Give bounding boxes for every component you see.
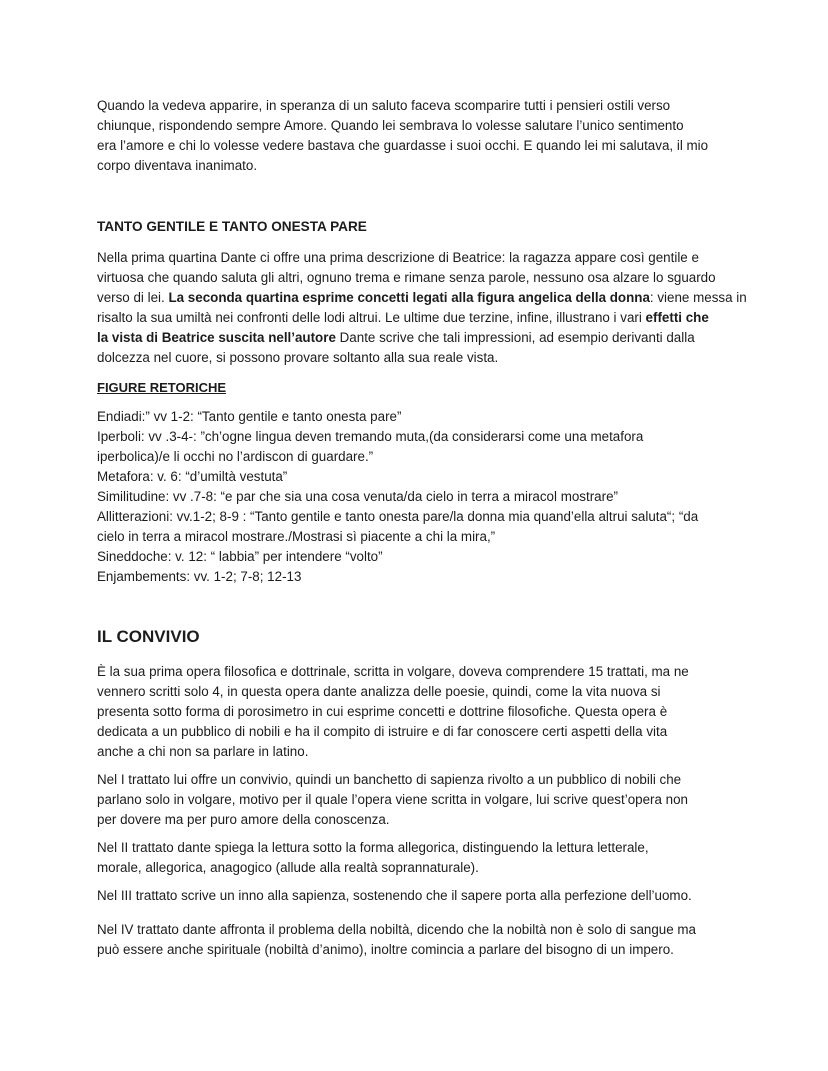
section-heading-tanto-gentile: TANTO GENTILE E TANTO ONESTA PARE: [97, 219, 367, 234]
figures-heading: FIGURE RETORICHE: [97, 380, 227, 395]
text-line: [97, 308, 742, 328]
text-line: [97, 328, 742, 348]
list-item: Sineddoche: v. 12: “ labbia” per intendere “volto”: [97, 549, 383, 564]
text-line: Nel IV trattato dante affronta il problema della nobiltà, dicendo che la nobiltà non è solo di sangue ma: [97, 922, 697, 937]
text-run: verso di lei.: [97, 290, 169, 305]
list-item: Endiadi:” vv 1-2: “Tanto gentile e tanto onesta pare”: [97, 409, 402, 424]
text-line: dedicata a un pubblico di nobili e ha il compito di istruire e di far conoscere certi aspetti della vita: [97, 724, 668, 739]
list-item: iperbolica)/e li occhi no l’ardiscon di guardare.”: [97, 449, 374, 464]
list-item: Enjambements: vv. 1-2; 7-8; 12-13: [97, 569, 302, 584]
text-line: presenta sotto forma di porosimetro in cui esprime concetti e dottrine filosofiche. Questa opera è: [97, 704, 668, 719]
text-line: chiunque, rispondendo sempre Amore. Quando lei sembrava lo volesse salutare l’unico sentimento: [97, 118, 684, 133]
text-run: : viene messa in: [649, 290, 747, 305]
list-item: Iperboli: vv .3-4-: ”ch’ogne lingua deven tremando muta,(da considerarsi come una metafora: [97, 429, 644, 444]
text-line: dolcezza nel cuore, si possono provare soltanto alla sua reale vista.: [97, 350, 499, 365]
text-line: Quando la vedeva apparire, in speranza di un saluto faceva scomparire tutti i pensieri ostili verso: [97, 98, 671, 113]
bold-text: la vista di Beatrice suscita nell’autore: [97, 330, 336, 345]
list-item: Metafora: v. 6: “d’umiltà vestuta”: [97, 469, 288, 484]
text-line: corpo diventava inanimato.: [97, 158, 258, 173]
text-line: [97, 288, 747, 308]
text-line: virtuosa che quando saluta gli altri, ognuno trema e rimane senza parole, nessuno osa alzare lo sguardo: [97, 270, 716, 285]
text-line: morale, allegorica, anagogico (allude alla realtà soprannaturale).: [97, 860, 479, 875]
intro-paragraph: [97, 96, 742, 176]
text-line: era l’amore e chi lo volesse vedere bastava che guardasse i suoi occhi. E quando lei mi salutava, il mio: [97, 138, 709, 153]
text-line: anche a chi non sa parlare in latino.: [97, 744, 309, 759]
convivio-heading: IL CONVIVIO: [97, 627, 200, 646]
text-line: per dovere ma per puro amore della conoscenza.: [97, 812, 390, 827]
bold-text: effetti che: [645, 310, 709, 325]
text-line: può essere anche spirituale (nobiltà d’animo), inoltre comincia a parlare del bisogno di un impero.: [97, 942, 674, 957]
figures-list: [97, 407, 742, 587]
text-line: Nel I trattato lui offre un convivio, quindi un banchetto di sapienza rivolto a un pubblico di nobili che: [97, 772, 682, 787]
text-line: parlano solo in volgare, motivo per il quale l’opera viene scritta in volgare, lui scrive quest’opera non: [97, 792, 688, 807]
text-line: Nel II trattato dante spiega la lettura sotto la forma allegorica, distinguendo la lettura letterale,: [97, 840, 649, 855]
text-line: È la sua prima opera filosofica e dottrinale, scritta in volgare, doveva comprendere 15 trattati, ma ne: [97, 664, 689, 679]
text-line: vennero scritti solo 4, in questa opera dante analizza delle poesie, quindi, come la vita nuova si: [97, 684, 661, 699]
list-item: cielo in terra a miracol mostrare./Mostrasi sì piacente a chi la mira,”: [97, 529, 496, 544]
bold-text: La seconda quartina esprime concetti legati alla figura angelica della donna: [168, 290, 650, 305]
list-item: Similitudine: vv .7-8: “e par che sia una cosa venuta/da cielo in terra a miracol mostrare”: [97, 489, 618, 504]
section-paragraph: [97, 248, 747, 368]
convivio-paragraph-4: [97, 886, 742, 906]
convivio-paragraph-5: [97, 920, 742, 960]
text-line: Nel III trattato scrive un inno alla sapienza, sostenendo che il sapere porta alla perfezione dell’uomo.: [97, 888, 692, 903]
text-run: Dante scrive che tali impressioni, ad esempio derivanti dalla: [335, 330, 695, 345]
convivio-paragraph-1: [97, 662, 742, 762]
convivio-paragraph-2: [97, 770, 742, 830]
list-item: Allitterazioni: vv.1-2; 8-9 : “Tanto gentile e tanto onesta pare/la donna mia quand’ella altrui saluta“; “da: [97, 509, 699, 524]
text-line: Nella prima quartina Dante ci offre una prima descrizione di Beatrice: la ragazza appare così gentile e: [97, 250, 699, 265]
text-run: risalto la sua umiltà nei confronti delle lodi altrui. Le ultime due terzine, infine, illustrano i vari: [97, 310, 646, 325]
convivio-paragraph-3: [97, 838, 742, 878]
